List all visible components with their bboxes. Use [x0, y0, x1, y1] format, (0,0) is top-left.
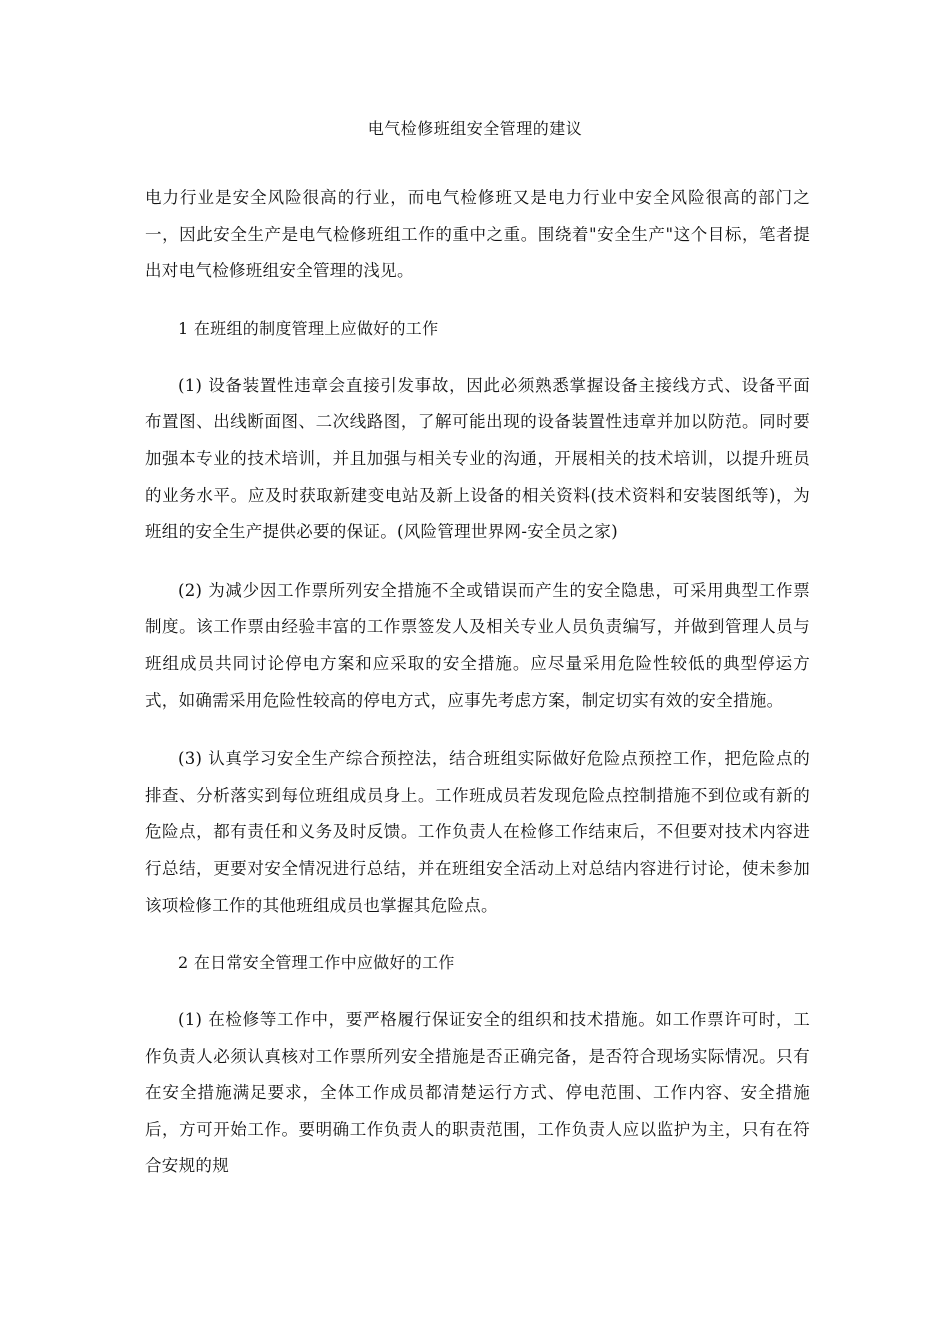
section-1-item-1: (1) 设备装置性违章会直接引发事故，因此必须熟悉掌握设备主接线方式、设备平面布置图、出线断面图、二次线路图，了解可能出现的设备装置性违章并加以防范。同时要加强本专业的技术培训，并且加强与相关专业的沟通，开展相关的技术培训，以提升班员的业务水平。应及时获取新建变电站及新上设备的相关资料(技术资料和安装图纸等)，为班组的安全生产提供必要的保证。(风险管理世界网-安全员之家)	[145, 375, 810, 542]
section-2-item-1: (1) 在检修等工作中，要严格履行保证安全的组织和技术措施。如工作票许可时，工作负责人必须认真核对工作票所列安全措施是否正确完备，是否符合现场实际情况。只有在安全措施满足要求，全体工作成员都清楚运行方式、停电范围、工作内容、安全措施后，方可开始工作。要明确工作负责人的职责范围，工作负责人应以监护为主，只有在符合安规的规	[145, 1010, 810, 1176]
section-1-heading: 1 在班组的制度管理上应做好的工作	[178, 318, 439, 338]
section-1-item-2: (2) 为减少因工作票所列安全措施不全或错误而产生的安全隐患，可采用典型工作票制度。该工作票由经验丰富的工作票签发人及相关专业人员负责编写，并做到管理人员与班组成员共同讨论停电方案和应采取的安全措施。应尽量采用危险性较低的典型停运方式，如确需采用危险性较高的停电方式，应事先考虑方案，制定切实有效的安全措施。	[145, 580, 810, 710]
document-title: 电气检修班组安全管理的建议	[367, 119, 583, 138]
section-2-heading: 2 在日常安全管理工作中应做好的工作	[178, 953, 455, 973]
document-body	[145, 180, 810, 1207]
section-1-item-3: (3) 认真学习安全生产综合预控法，结合班组实际做好危险点预控工作，把危险点的排查、分析落实到每位班组成员身上。工作班成员若发现危险点控制措施不到位或有新的危险点，都有责任和义务及时反馈。工作负责人在检修工作结束后，不但要对技术内容进行总结，更要对安全情况进行总结，并在班组安全活动上对总结内容进行讨论，使未参加该项检修工作的其他班组成员也掌握其危险点。	[145, 749, 810, 915]
intro-paragraph: 电力行业是安全风险很高的行业，而电气检修班又是电力行业中安全风险很高的部门之一，因此安全生产是电气检修班组工作的重中之重。围绕着"安全生产"这个目标，笔者提出对电气检修班组安全管理的浅见。	[145, 188, 810, 281]
